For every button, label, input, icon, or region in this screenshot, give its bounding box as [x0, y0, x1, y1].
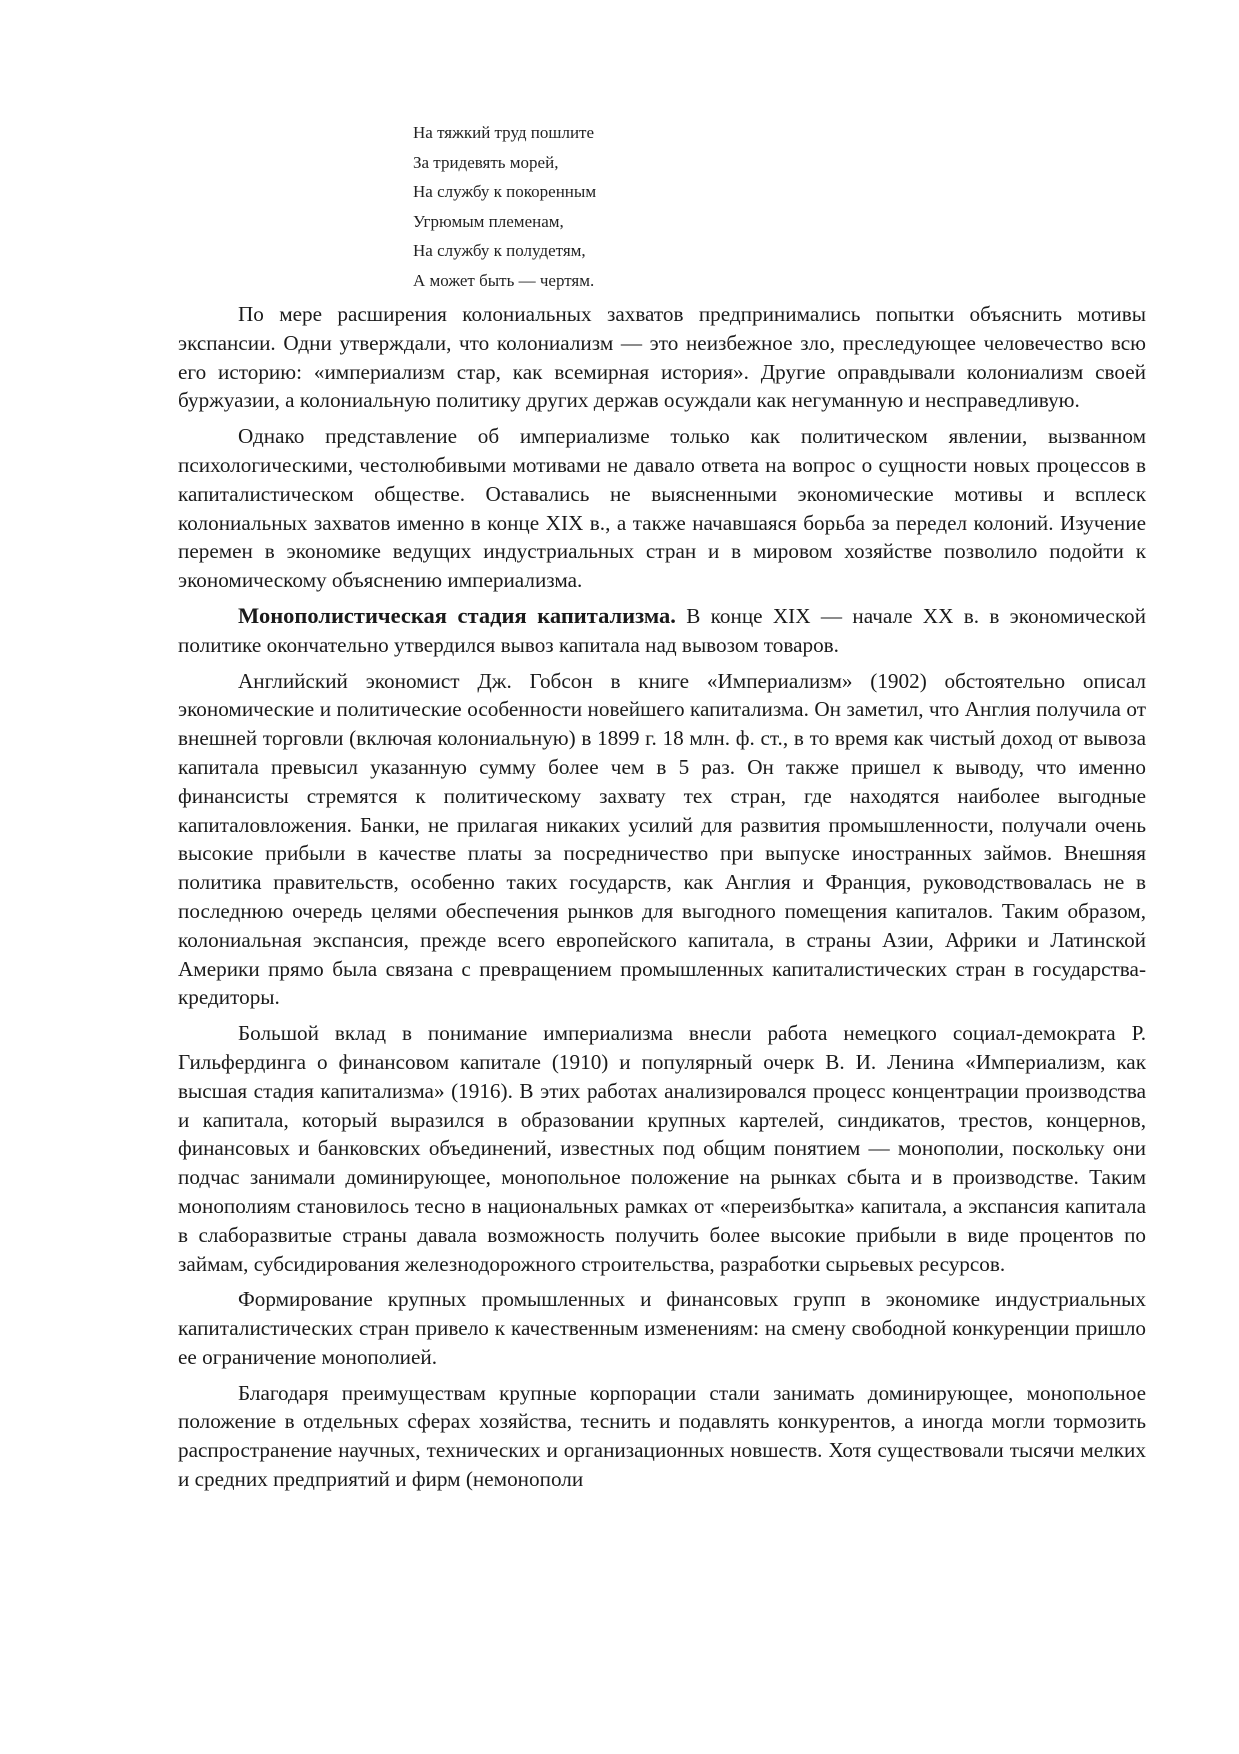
paragraph-hobson — [178, 667, 1146, 1013]
paragraph-hilferding-lenin — [178, 1019, 1146, 1278]
paragraph-text: В конце XIX — начале XX в. в экономической политике окончательно утвердился вывоз капитала над вывозом товаров. — [178, 603, 1146, 657]
paragraph-colonial-motives — [178, 300, 1146, 415]
paragraph-monopoly-stage — [178, 602, 1146, 660]
poem-excerpt — [413, 118, 813, 295]
poem-line: На службу к покоренным — [413, 182, 597, 201]
poem-line: За тридевять морей, — [413, 152, 559, 172]
poem-line: На службу к полудетям, — [413, 241, 586, 260]
paragraph-text: Однако представление об империализме только как политическом явлении, вызванном психологическими, честолюбивыми мотивами не давало ответа на вопрос о сущности новых процессов в капиталистическом обществе. Оставались не выясненными экономические мотивы и всплеск колониальных захватов именно в конце XIX в., а также начавшаяся борьба за передел колоний. Изучение перемен в экономике ведущих индустриальных стран и в мировом хозяйстве позволило подойти к экономическому объяснению империализма. — [178, 424, 1146, 593]
paragraph-text: Благодаря преимуществам крупные корпорации стали занимать доминирующее, монопольное положение в отдельных сферах хозяйства, теснить и подавлять конкурентов, а иногда могли тормозить распространение научных, технических и организационных новшеств. Хотя существовали тысячи мелких и средних предприятий и фирм (немонополи — [178, 1380, 1146, 1492]
paragraph-financial-groups — [178, 1285, 1146, 1371]
paragraph-text: Формирование крупных промышленных и финансовых групп в экономике индустриальных капиталистических стран привело к качественным изменениям: на смену свободной конкуренции пришло ее ограничение монополией. — [178, 1287, 1146, 1369]
paragraph-text: По мере расширения колониальных захватов предпринимались попытки объяснить мотивы экспансии. Одни утверждали, что колониализм — это неизбежное зло, преследующее человечество всю его историю: «империализм стар, как всемирная история». Другие оправдывали колониализм своей буржуазии, а колониальную политику других держав осуждали как негуманную и несправедливую. — [178, 302, 1146, 413]
poem-line: Угрюмым племенам, — [413, 211, 564, 231]
paragraph-text: Английский экономист Дж. Гобсон в книге «Империализм» (1902) обстоятельно описал экономические и политические особенности новейшего капитализма. Он заметил, что Англия получила от внешней торговли (включая колониальную) в 1899 г. 18 млн. ф. ст., в то время как чистый доход от вывоза капитала превысил указанную сумму более чем в 5 раз. Он также пришел к выводу, что именно финансисты стремятся к политическому захвату тех стран, где находятся наиболее выгодные капиталовложения. Банки, не прилагая никаких усилий для развития промышленности, получали очень высокие прибыли в качестве платы за посредничество при выпуске иностранных займов. Внешняя политика правительств, особенно таких государств, как Англия и Франция, руководствовалась не в последнюю очередь целями обеспечения рынков для выгодного помещения капиталов. Таким образом, колониальная экспансия, прежде всего европейского капитала, в страны Азии, Африки и Латинской Америки прямо была связана с превращением промышленных капиталистических стран в государства-кредиторы. — [178, 668, 1146, 1010]
poem-line: А может быть — чертям. — [413, 270, 595, 290]
body-text — [178, 300, 1146, 1501]
paragraph-text: Большой вклад в понимание империализма внесли работа немецкого социал-демократа Р. Гильфердинга о финансовом капитале (1910) и популярный очерк В. И. Ленина «Империализм, как высшая стадия капитализма» (1916). В этих работах анализировался процесс концентрации производства и капитала, который выразился в образовании крупных картелей, синдикатов, трестов, концернов, финансовых и банковских объединений, известных под общим понятием — монополии, поскольку они подчас занимали доминирующее, монопольное положение на рынках сбыта и в производстве. Таким монополиям становилось тесно в национальных рамках от «переизбытка» капитала, а экспансия капитала в слаборазвитые страны давала возможность получить более высокие прибыли в виде процентов по займам, субсидирования железнодорожного строительства, разработки сырьевых ресурсов. — [178, 1021, 1146, 1276]
paragraph-corporations — [178, 1379, 1146, 1494]
paragraph-imperialism-concept — [178, 422, 1146, 595]
section-heading: Монополистическая стадия капитализма. — [238, 602, 676, 628]
poem-line: На тяжкий труд пошлите — [413, 123, 595, 142]
